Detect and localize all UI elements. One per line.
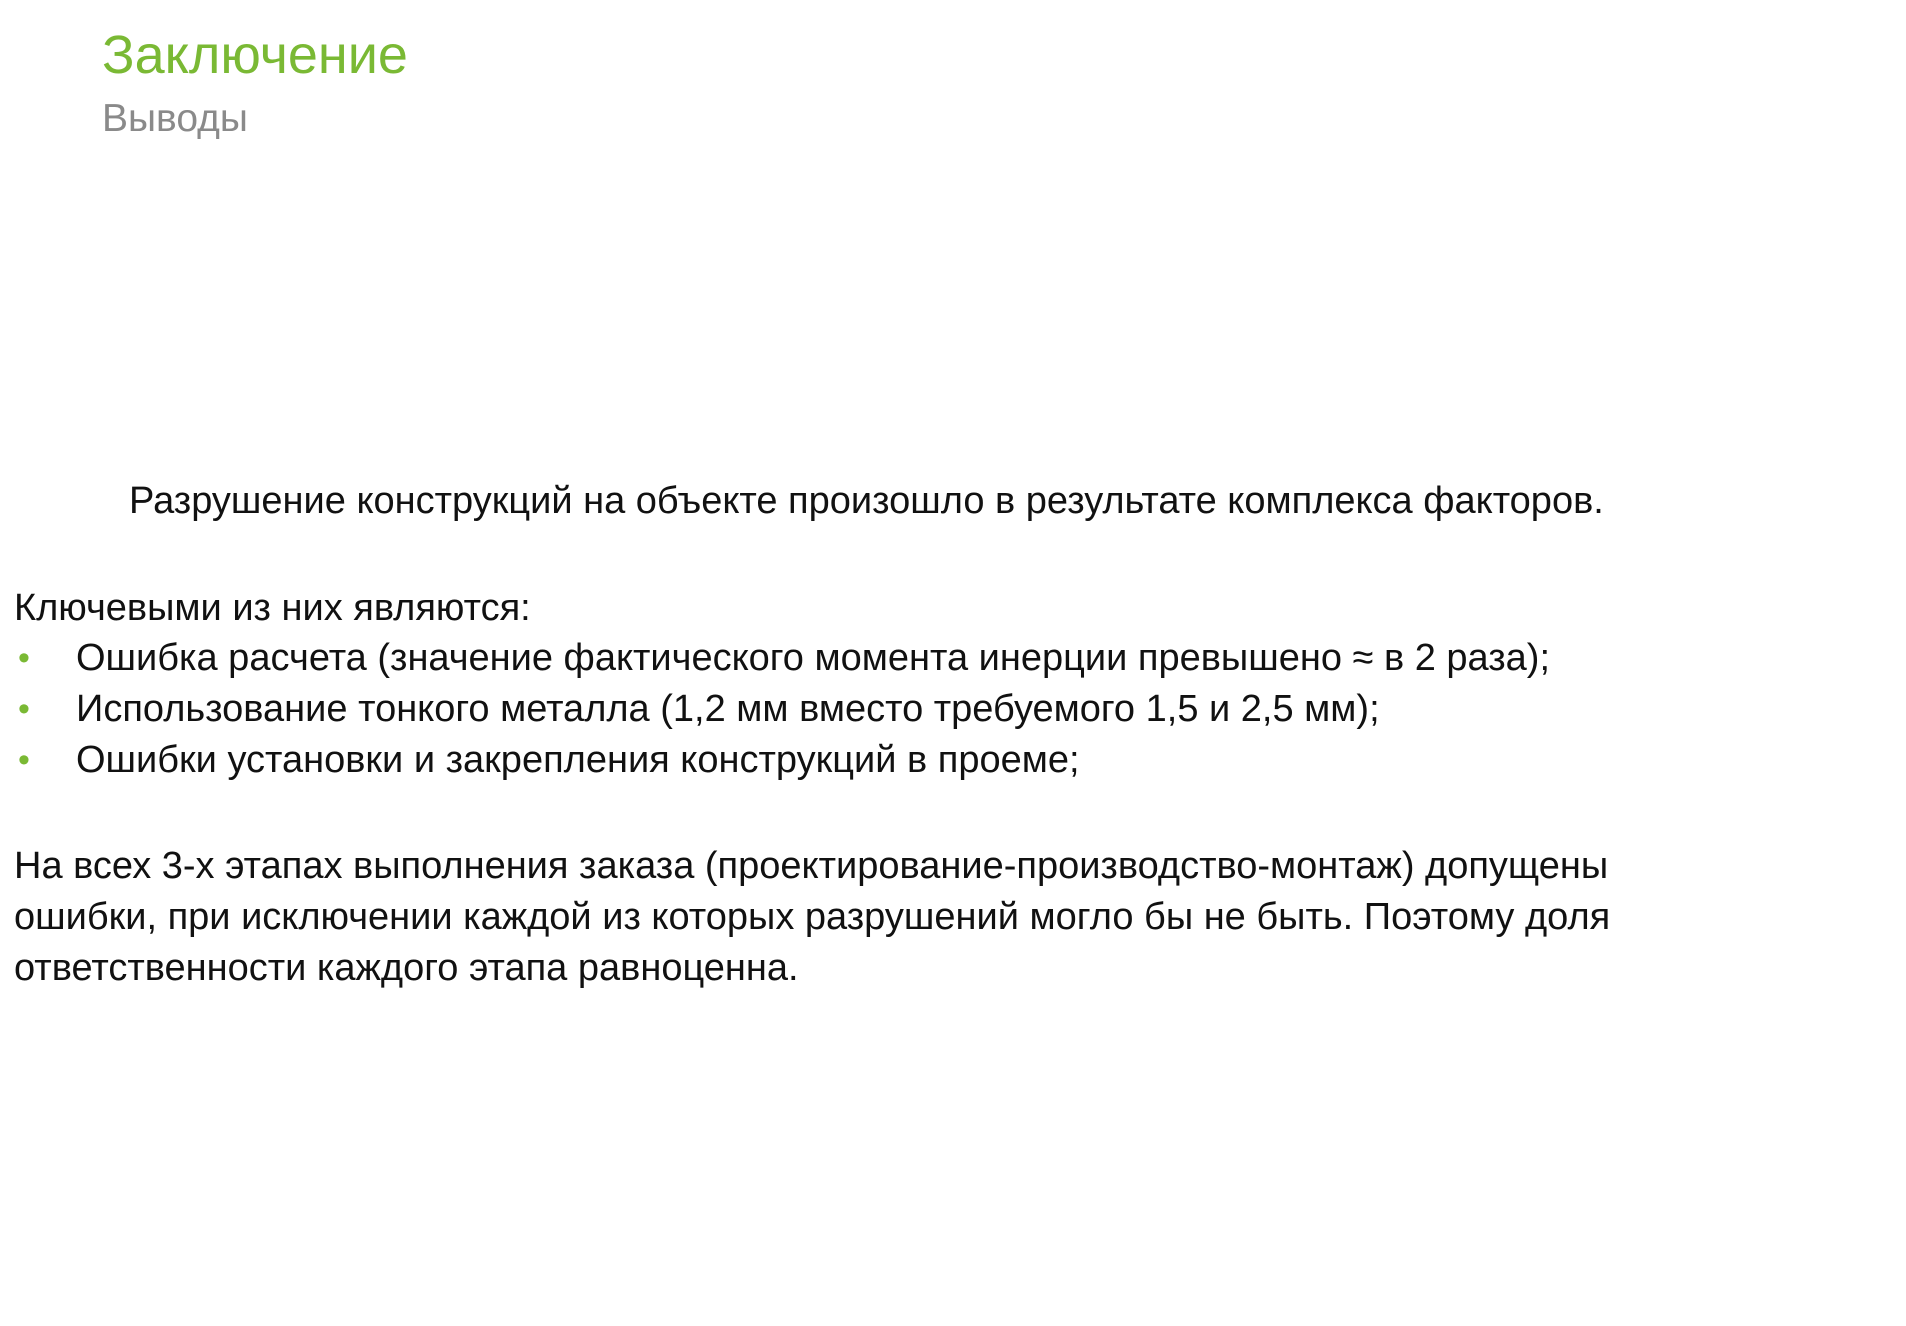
bullet-text: Ошибка расчета (значение фактического момента инерции превышено ≈ в 2 раза); [76,637,1551,679]
bullet-icon: • [18,690,30,728]
bullet-text: Использование тонкого металла (1,2 мм вместо требуемого 1,5 и 2,5 мм); [76,688,1380,730]
list-item [14,737,1550,788]
bullet-icon: • [18,741,30,779]
slide-title: Заключение [102,25,408,85]
list-item [14,635,1550,686]
closing-line: На всех 3-х этапах выполнения заказа (проектирование-производство-монтаж) допущены [14,845,1609,887]
key-factors-intro: Ключевыми из них являются: [14,587,531,629]
closing-line: ошибки, при исключении каждой из которых разрушений могло бы не быть. Поэтому доля [14,896,1611,938]
list-item [14,686,1550,737]
key-factors-list [14,635,1550,788]
closing-line: ответственности каждого этапа равноценна. [14,947,799,989]
bullet-text: Ошибки установки и закрепления конструкций в проеме; [76,739,1080,781]
lead-statement: Разрушение конструкций на объекте произошло в результате комплекса факторов. [129,480,1604,522]
slide-subtitle: Выводы [102,97,248,140]
bullet-icon: • [18,639,30,677]
closing-paragraph [14,841,1874,994]
